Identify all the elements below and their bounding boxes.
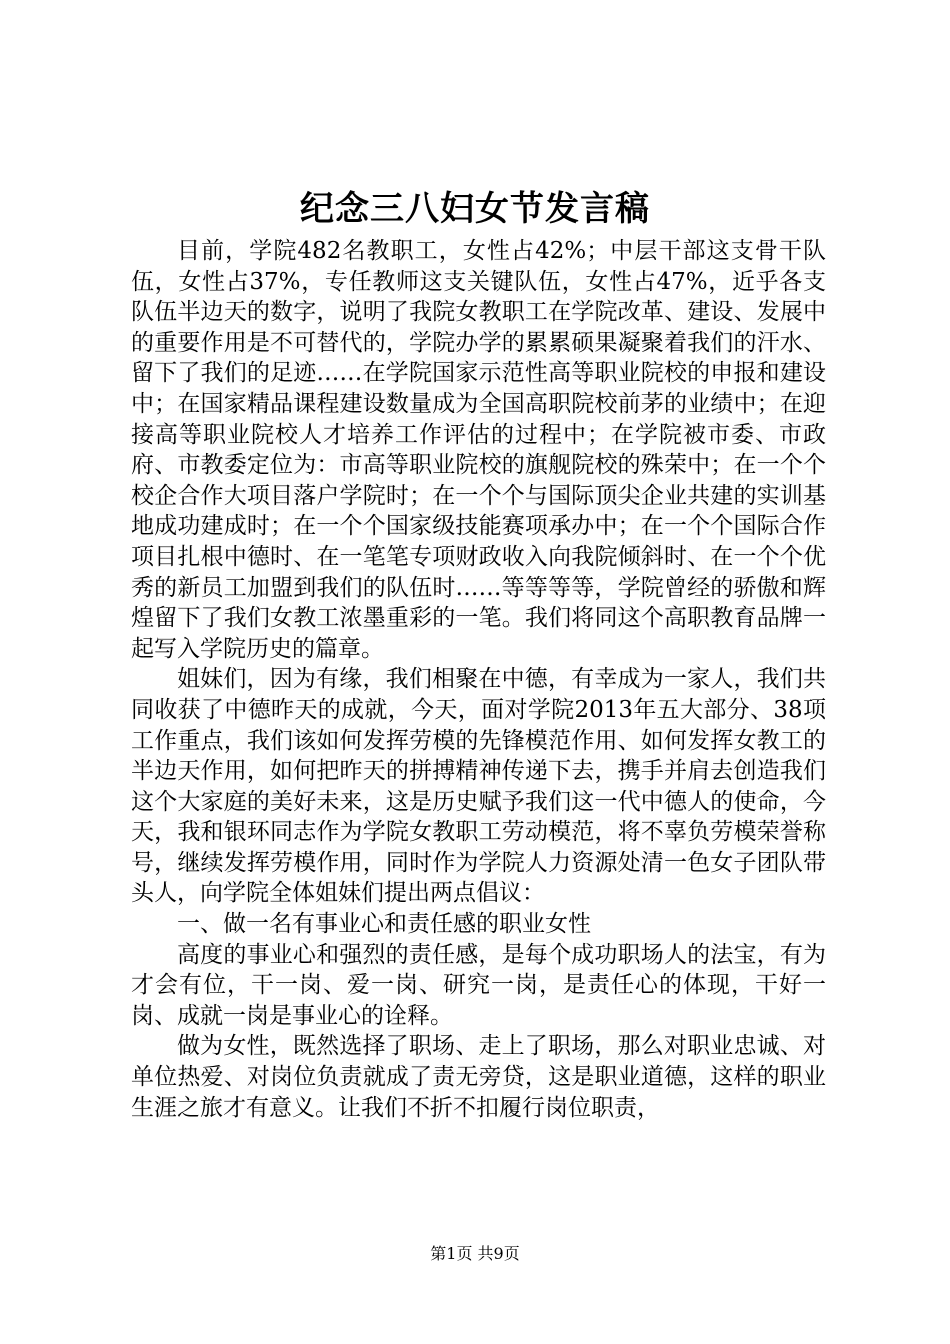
paragraph-women: 做为女性，既然选择了职场、走上了职场，那么对职业忠诚、对单位热爱、对岗位负责就成了责无旁贷，这是职业道德，这样的职业生涯之旅才有意义。让我们不折不扣履行岗位职责， (131, 1033, 826, 1121)
section-heading-one: 一、做一名有事业心和责任感的职业女性 (177, 911, 591, 938)
document-title: 纪念三八妇女节发言稿 (300, 189, 650, 229)
paragraph-career: 高度的事业心和强烈的责任感，是每个成功职场人的法宝，有为才会有位，干一岗、爱一岗、研究一岗，是责任心的体现，干好一岗、成就一岗是事业心的诠释。 (131, 941, 826, 1029)
paragraph-statistics: 目前，学院482名教职工，女性占42%；中层干部这支骨干队伍，女性占37%，专任教师这支关键队伍，女性占47%，近乎各支队伍半边天的数字，说明了我院女教职工在学院改革、建设、发展中的重要作用是不可替代的，学院办学的累累硕果凝聚着我们的汗水、留下了我们的足迹……在学院国家示范性高等职业院校的申报和建设中；在国家精品课程建设数量成为全国高职院校前茅的业绩中；在迎接高等职业院校人才培养工作评估的过程中；在学院被市委、市政府、市教委定位为：市高等职业院校的旗舰院校的殊荣中；在一个个校企合作大项目落户学院时；在一个个与国际顶尖企业共建的实训基地成功建成时；在一个个国家级技能赛项承办中；在一个个国际合作项目扎根中德时、在一笔笔专项财政收入向我院倾斜时、在一个个优秀的新员工加盟到我们的队伍时……等等等等，学院曾经的骄傲和辉煌留下了我们女教工浓墨重彩的一笔。我们将同这个高职教育品牌一起写入学院历史的篇章。 (131, 238, 826, 662)
paragraph-sisters: 姐妹们，因为有缘，我们相聚在中德，有幸成为一家人，我们共同收获了中德昨天的成就，今天，面对学院2013年五大部分、38项工作重点，我们该如何发挥劳模的先锋模范作用、如何发挥女教工的半边天作用，如何把昨天的拼搏精神传递下去，携手并肩去创造我们这个大家庭的美好未来，这是历史赋予我们这一代中德人的使命，今天，我和银环同志作为学院女教职工劳动模范，将不辜负劳模荣誉称号，继续发挥劳模作用，同时作为学院人力资源处清一色女子团队带头人，向学院全体姐妹们提出两点倡议： (131, 666, 826, 907)
document-body (131, 236, 826, 1123)
page-number-footer: 第1页 共9页 (430, 1244, 520, 1263)
